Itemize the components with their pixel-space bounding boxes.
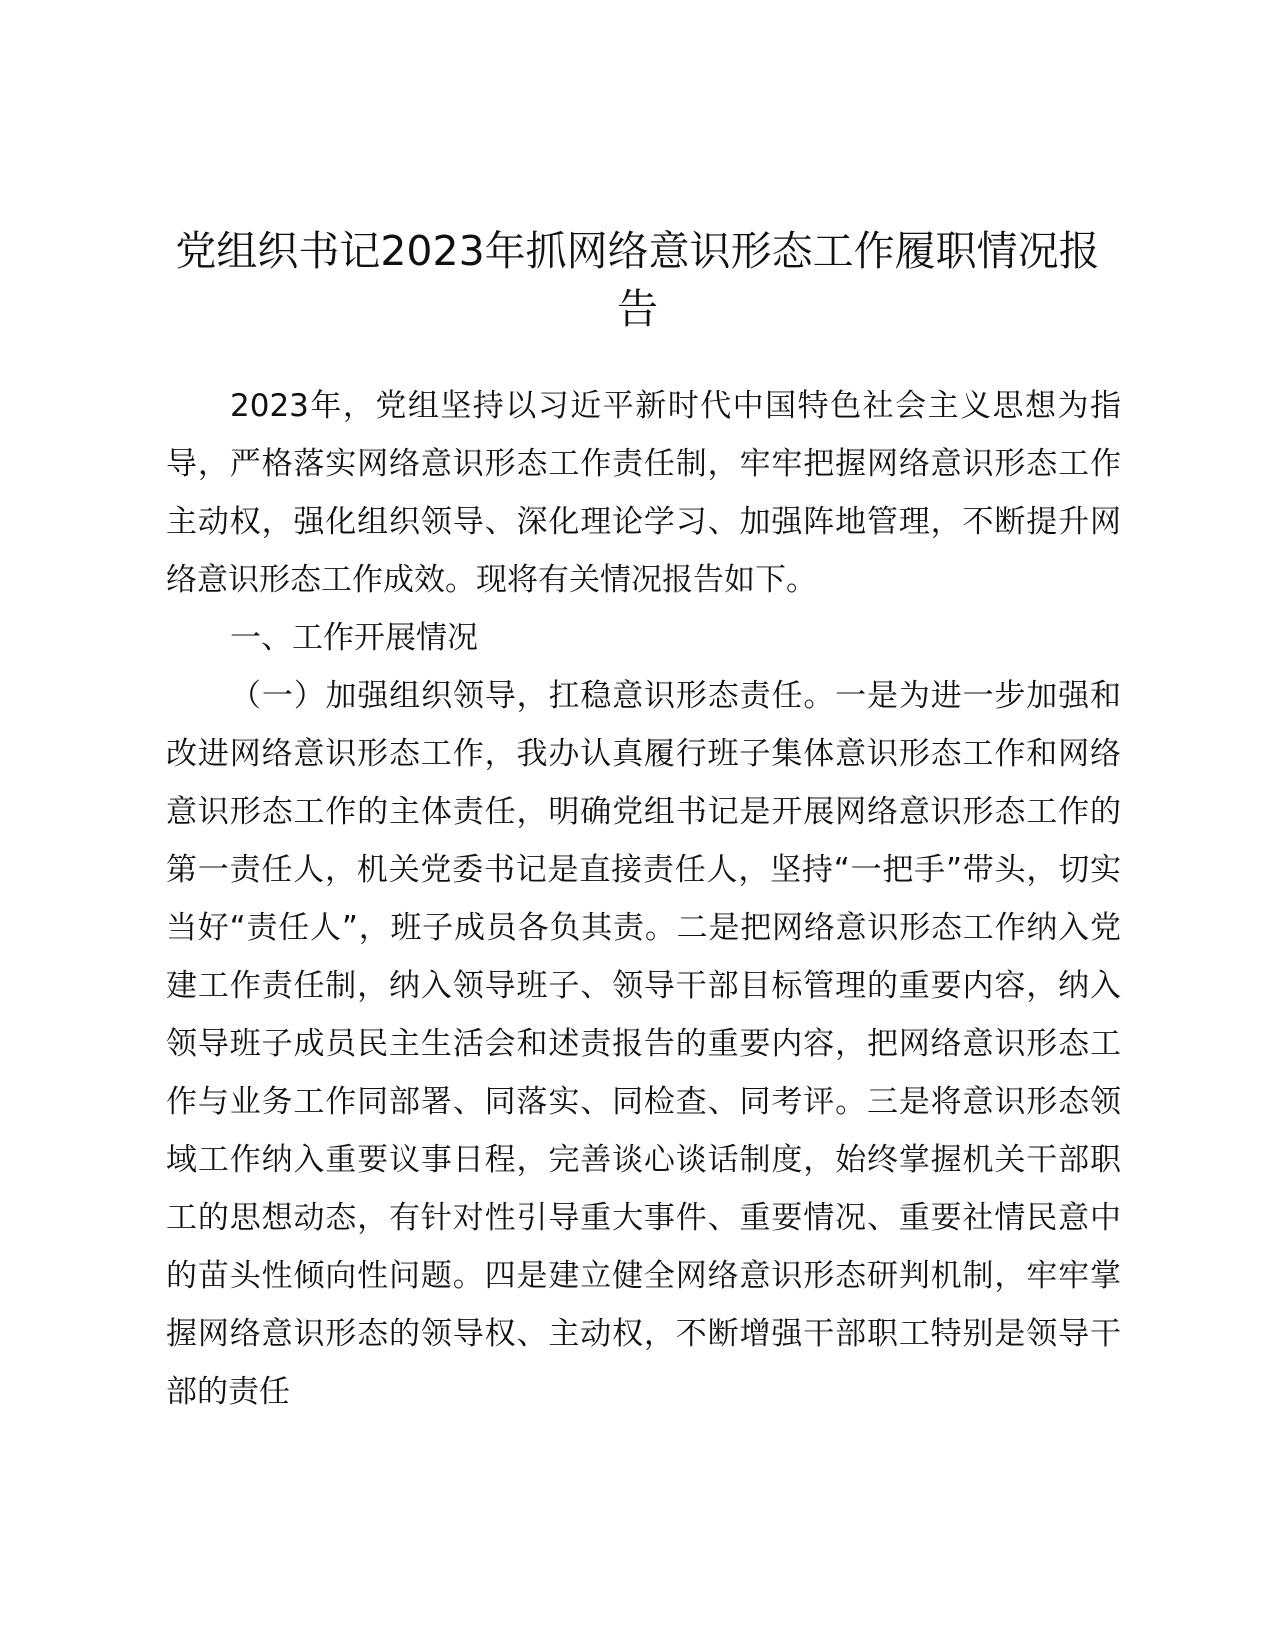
document-title: 党组织书记2023年抓网络意识形态工作履职情况报告 [175, 227, 1100, 333]
section-paragraph: （一）加强组织领导，扛稳意识形态责任。一是为进一步加强和改进网络意识形态工作，我办认真履行班子集体意识形态工作和网络意识形态工作的主体责任，明确党组书记是开展网络意识形态工作的第一责任人，机关党委书记是直接责任人，坚持“一把手”带头，切实当好“责任人”，班子成员各负其责。二是把网络意识形态工作纳入党建工作责任制，纳入领导班子、领导干部目标管理的重要内容，纳入领导班子成员民主生活会和述责报告的重要内容，把网络意识形态工作与业务工作同部署、同落实、同检查、同考评。三是将意识形态领域工作纳入重要议事日程，完善谈心谈话制度，始终掌握机关干部职工的思想动态，有针对性引导重大事件、重要情况、重要社情民意中的苗头性倾向性问题。四是建立健全网络意识形态研判机制，牢牢掌握网络意识形态的领导权、主动权，不断增强干部职工特别是领导干部的责任 [166, 678, 1121, 1410]
document-body [166, 377, 1121, 1421]
intro-paragraph: 2023年，党组坚持以习近平新时代中国特色社会主义思想为指导，严格落实网络意识形态工作责任制，牢牢把握网络意识形态工作主动权，强化组织领导、深化理论学习、加强阵地管理，不断提升网络意识形态工作成效。现将有关情况报告如下。 [166, 388, 1121, 598]
section-heading: 一、工作开展情况 [230, 620, 478, 656]
